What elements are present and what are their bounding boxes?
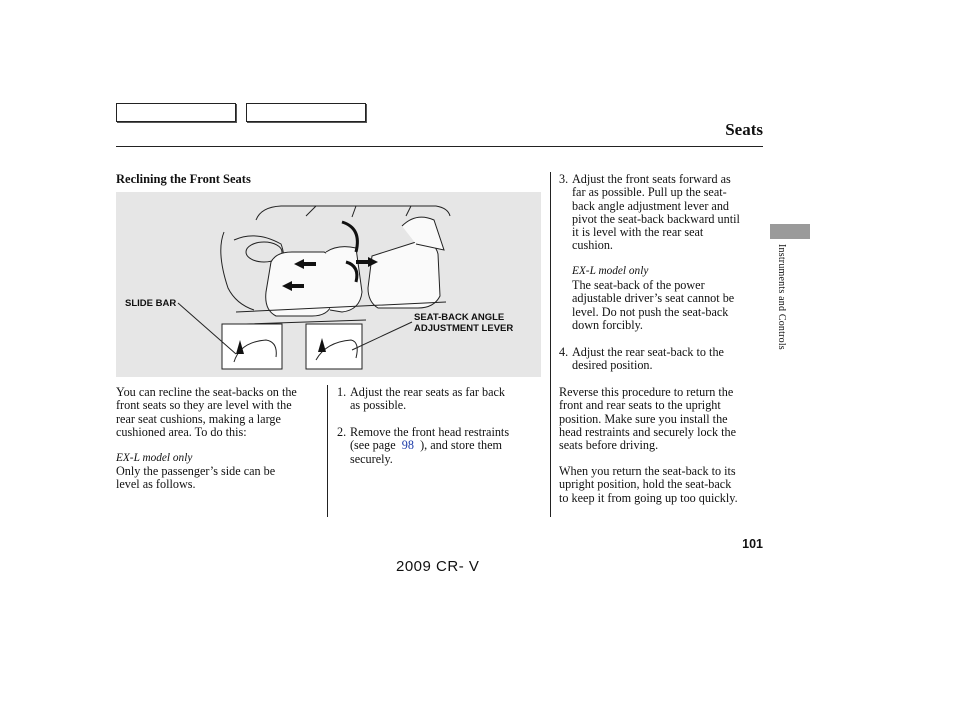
section-tab[interactable]	[770, 224, 810, 239]
section-label: Instruments and Controls	[776, 244, 787, 350]
page-link[interactable]: 98	[401, 438, 414, 453]
model-note-left: EX-L model only	[116, 452, 193, 464]
nav-button-previous[interactable]	[116, 103, 236, 122]
model-footer: 2009 CR- V	[396, 558, 480, 575]
slide-bar-label: SLIDE BAR	[125, 298, 177, 309]
note-paragraph-left: Only the passenger’s side can be level as follows.	[116, 464, 276, 492]
seat-illustration	[116, 192, 541, 377]
section-heading: Reclining the Front Seats	[116, 172, 251, 186]
column-divider-left	[327, 385, 328, 517]
step-4: 4. Adjust the rear seat-back to the desired position.	[559, 345, 724, 373]
page-title: Seats	[725, 120, 763, 139]
model-note-right: EX-L model only	[572, 265, 649, 277]
intro-paragraph: You can recline the seat-backs on the front seats so they are level with the rear seat cushions, making a large cushioned area. To do this:	[116, 385, 297, 439]
step-2: 2. Remove the front head restraints (see page 98 ), and store them securely.	[337, 425, 510, 466]
nav-button-next[interactable]	[246, 103, 366, 122]
lever-label-line1: SEAT-BACK ANGLE	[414, 312, 505, 323]
step-3: 3. Adjust the front seats forward as far as possible. Pull up the seat- back angle adjustment lever and pivot the seat-back backward until it is level with the rear seat cushion.	[559, 172, 740, 253]
step-1: 1. Adjust the rear seats as far back as possible.	[337, 385, 505, 413]
column-divider-right	[550, 172, 551, 517]
seat-diagram	[116, 192, 541, 377]
return-paragraph: When you return the seat-back to its upright position, hold the seat-back to keep it from going up too quickly.	[559, 464, 738, 505]
note-paragraph-right: The seat-back of the power adjustable driver’s seat cannot be level. Do not push the seat-back down forcibly.	[572, 278, 735, 332]
page-number: 101	[742, 537, 763, 551]
reverse-paragraph: Reverse this procedure to return the front and rear seats to the upright position. Make sure you install the head restraints and securely lock the seats before driving.	[559, 385, 736, 453]
title-divider	[116, 146, 763, 147]
lever-label-line2: ADJUSTMENT LEVER	[414, 323, 514, 334]
